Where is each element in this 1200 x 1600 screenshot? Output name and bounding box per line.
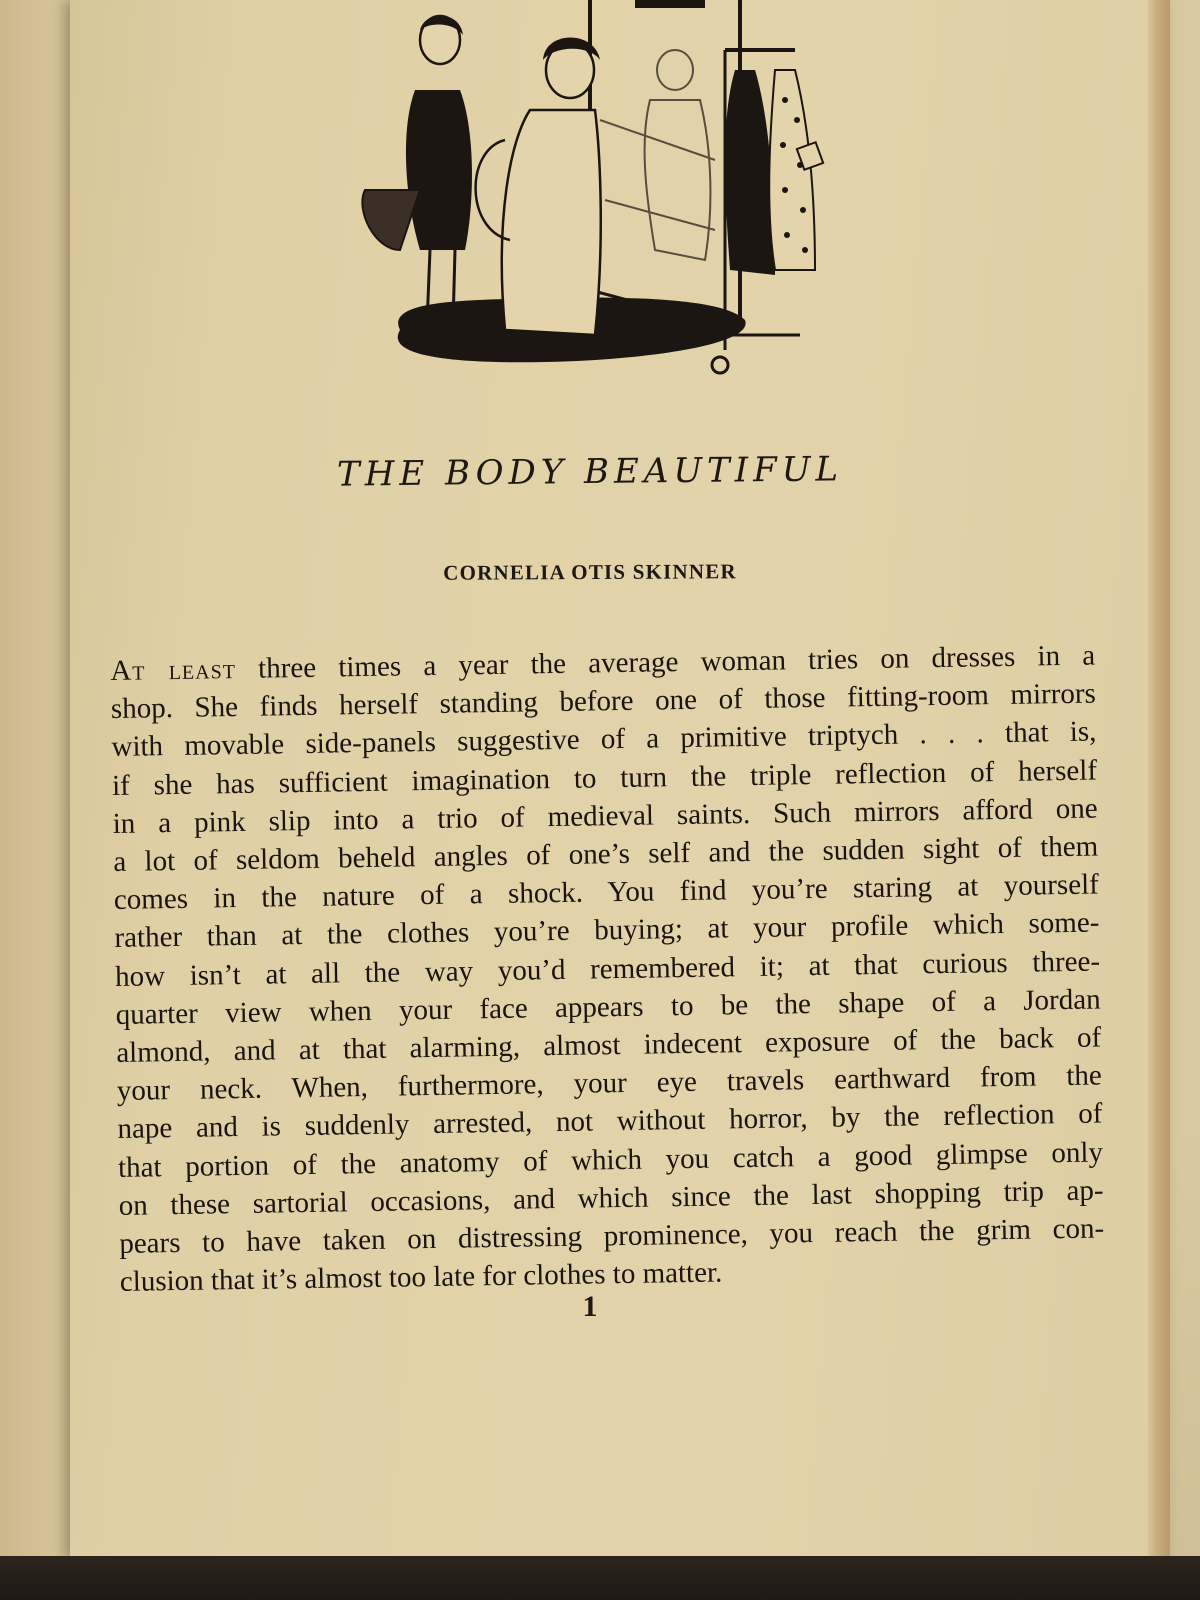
body-line: comes in the nature of a shock. You find you’re staring at yourself: [113, 868, 1100, 917]
body-line: clusion that it’s almost too late for clothes to matter.: [119, 1256, 723, 1299]
body-line: rather than at the clothes you’re buying; at your profile which some-: [114, 906, 1100, 955]
page-title: THE BODY BEAUTIFUL: [336, 449, 844, 495]
body-text: [110, 637, 1105, 1302]
body-line-text: three times a year the average woman tries on dresses in a: [235, 639, 1096, 686]
cartoon-fitting-room-icon: [345, 0, 835, 380]
body-line: shop. She finds herself standing before one of those fitting-room mirrors: [110, 677, 1097, 726]
table-surface: [0, 1556, 1200, 1600]
page-edge: [1148, 0, 1170, 1560]
body-line: almond, and at that alarming, almost indecent exposure of the back of: [116, 1021, 1102, 1069]
body-line: with movable side-panels suggestive of a primitive triptych . . . that is,: [111, 715, 1097, 764]
body-line: pears to have taken on distressing prominence, you reach the grim con-: [119, 1212, 1105, 1260]
page-number: 1: [582, 1290, 598, 1323]
body-line: how isn’t at all the way you’d remembered it; at that curious three-: [114, 945, 1101, 993]
body-line: nape and is suddenly arrested, not without horror, by the reflection of: [117, 1097, 1103, 1146]
lead-in: At least: [110, 653, 237, 687]
body-line: on these sartorial occasions, and which since the last shopping trip ap-: [118, 1174, 1104, 1222]
author-name: CORNELIA OTIS SKINNER: [443, 559, 737, 585]
body-line: a lot of seldom beheld angles of one’s self and the sudden sight of them: [113, 830, 1099, 878]
body-line: that portion of the anatomy of which you catch a good glimpse only: [117, 1136, 1104, 1184]
body-line: in a pink slip into a trio of medieval saints. Such mirrors afford one: [112, 792, 1098, 840]
body-line: your neck. When, furthermore, your eye travels earthward from the: [116, 1059, 1103, 1108]
body-line: quarter view when your face appears to be the shape of a Jordan: [115, 983, 1101, 1031]
body-line: if she has sufficient imagination to turn the triple reflection of herself: [111, 754, 1098, 802]
